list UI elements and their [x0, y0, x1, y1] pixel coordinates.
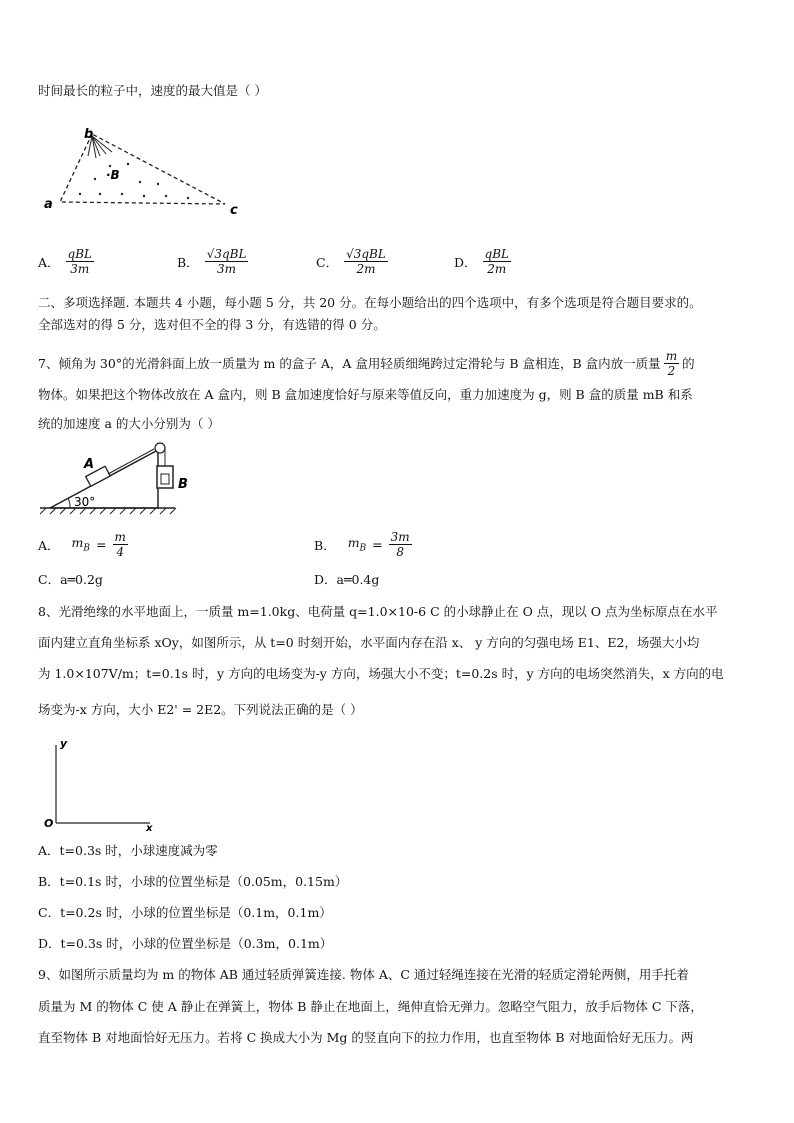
magnetic-field-dots [79, 163, 189, 199]
q8-line1: 8、光滑绝缘的水平地面上，一质量 m=1.0kg、电荷量 q=1.0×10-6 C 的小球静止在 O 点，现以 O 点为坐标原点在水平 [38, 604, 718, 619]
label-O: O [44, 817, 54, 830]
label-angle: 30° [74, 495, 96, 509]
q6-question-tail: 时间最长的粒子中，速度的最大值是（ ） [38, 83, 267, 98]
q8-option-b: B．t=0.1s 时，小球的位置坐标是（0.05m，0.15m） [38, 874, 348, 889]
q9-line1: 9、如图所示质量均为 m 的物体 AB 通过轻质弹簧连接. 物体 A、C 通过轻绳连接在光滑的轻质定滑轮两侧，用手托着 [38, 967, 689, 982]
label-y: y [60, 737, 68, 750]
q9-line3: 直至物体 B 对地面恰好无压力。若将 C 换成大小为 Mg 的竖直向下的拉力作用，也直至物体 B 对地面恰好无压力。两 [38, 1030, 694, 1045]
label-x: x [146, 823, 153, 834]
label-b: b [84, 127, 94, 142]
label-A: A [84, 457, 95, 472]
section2-line2: 全部选对的得 5 分，选对但不全的得 3 分，有选错的得 0 分。 [38, 317, 386, 332]
q8-line2: 面内建立直角坐标系 xOy，如图所示，从 t=0 时刻开始，水平面内存在沿 x、 y 方向的匀强电场 E1、E2，场强大小均 [38, 635, 700, 650]
q8-line4: 场变为-x 方向，大小 E2' = 2E2。下列说法正确的是（ ） [38, 702, 363, 717]
q7-option-b: B． $m_B$ = $\frac{3m}{8}$ [314, 530, 410, 559]
q8-line3: 为 1.0×107V/m；t=0.1s 时，y 方向的电场变为-y 方向，场强大小不变；t=0.2s 时，y 方向的电场突然消失，x 方向的电 [38, 666, 724, 681]
q6-option-c: C． $\frac{\text{√3qBL}}{2m}$ [316, 247, 386, 276]
label-B: B [178, 477, 188, 492]
q8-option-c: C．t=0.2s 时，小球的位置坐标是（0.1m，0.1m） [38, 905, 332, 920]
q6-option-a: A． $\frac{\text{qBL}}{3m}$ [38, 247, 92, 276]
label-a: a [44, 197, 53, 212]
q9-line2: 质量为 M 的物体 C 使 A 静止在弹簧上，物体 B 静止在地面上，绳伸直恰无弹力。忽略空气阻力，放手后物体 C 下落， [38, 999, 703, 1014]
label-B: ·B [106, 168, 120, 182]
q8-option-a: A．t=0.3s 时，小球速度减为零 [38, 843, 218, 858]
q7-option-c: C．a═0.2g [38, 572, 103, 587]
label-c: c [230, 203, 238, 218]
q8-option-d: D．t=0.3s 时，小球的位置坐标是（0.3m，0.1m） [38, 936, 333, 951]
q6-triangle-figure [40, 124, 250, 219]
q6-option-d: D． $\frac{\text{qBL}}{2m}$ [454, 247, 509, 276]
q7-incline-figure [40, 440, 220, 520]
q7-option-a: A． $m_B$ = $\frac{m}{4}$ [38, 530, 126, 559]
triangle-outline [60, 134, 225, 204]
q6-option-b: B． $\frac{\text{√3qBL}}{3m}$ [177, 247, 247, 276]
section2-line1: 二、多项选择题. 本题共 4 小题，每小题 5 分，共 20 分。在每小题给出的四个选项中，有多个选项是符合题目要求的。 [38, 295, 702, 310]
pulley [155, 443, 165, 453]
q8-axes-figure [40, 735, 170, 835]
q7-line1: 7、倾角为 30°的光滑斜面上放一质量为 m 的盒子 A，A 盒用轻质细绳跨过定滑轮与 B 盒相连，B 盒内放一质量 $\frac{m}{2}$ 的 [38, 349, 695, 378]
q7-line3: 统的加速度 a 的大小分别为（ ） [38, 416, 220, 431]
q7-option-d: D．a═0.4g [314, 572, 380, 587]
q7-line2: 物体。如果把这个物体改放在 A 盒内，则 B 盒加速度恰好与原来等值反向，重力加速度为 g，则 B 盒的质量 mB 和系 [38, 387, 693, 402]
